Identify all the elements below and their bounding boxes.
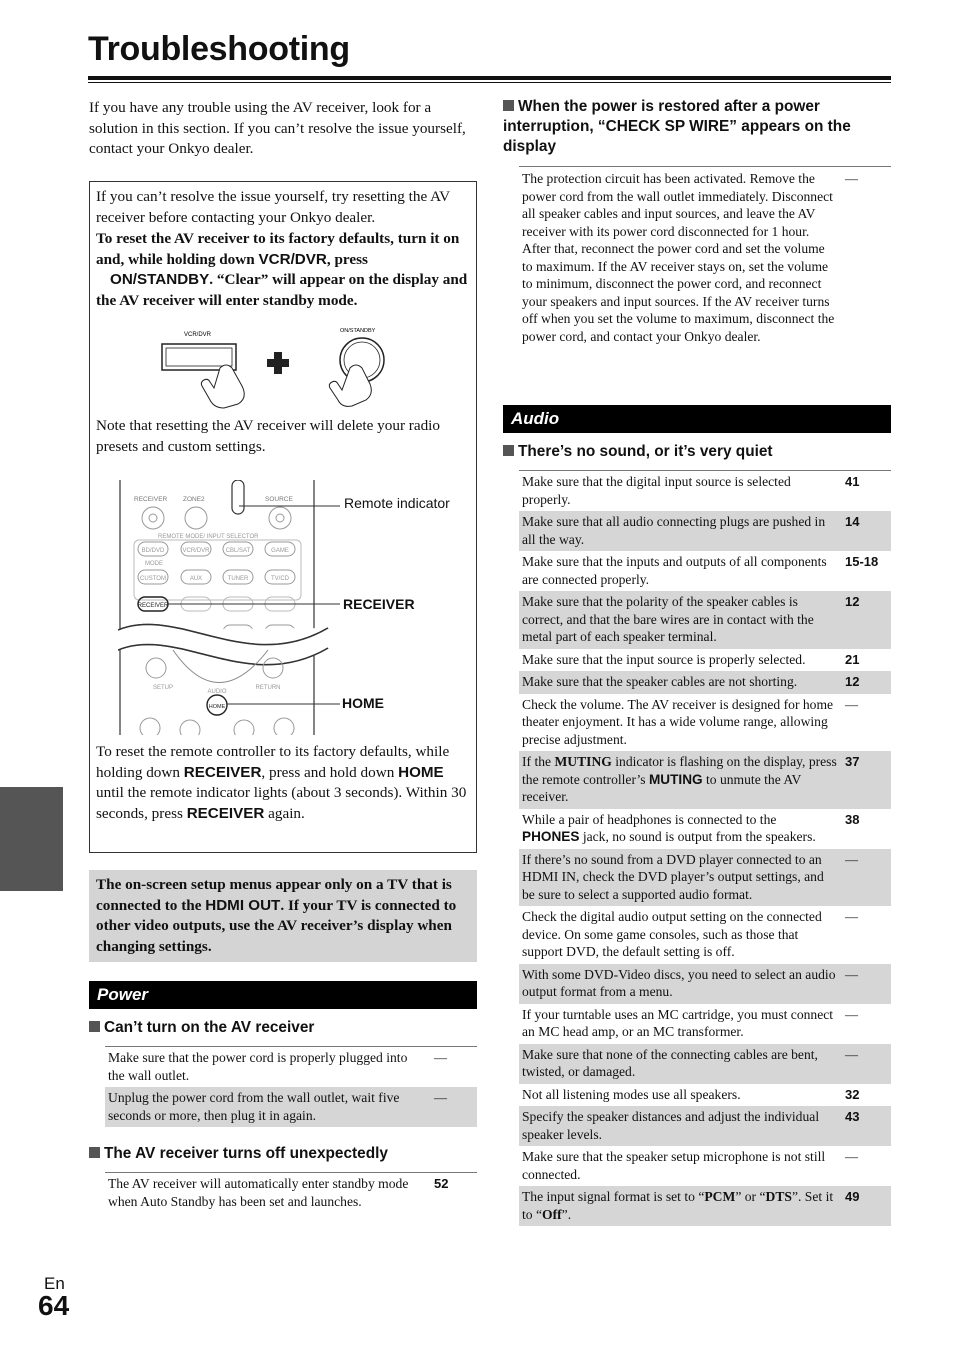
page-ref: — — [434, 1050, 447, 1065]
on-standby-key: ON/STANDBY — [110, 271, 210, 288]
intro-text: If you have any trouble using the AV receiver, look for a solution in this section. If you can’t resolve the issue yourself, contact your Onkyo dealer. — [89, 99, 466, 157]
remote-indicator-label: Remote indicator — [344, 495, 450, 511]
table-row — [519, 906, 891, 964]
remote-aux: AUX — [189, 576, 203, 582]
row-text: Specify the speaker distances and adjust the individual speaker levels. — [519, 1106, 837, 1146]
remote-zone2-text: ZONE2 — [183, 496, 205, 503]
row-text: Make sure that the polarity of the speaker cables is correct, and that the bare wires are in contact with the metal part of each speaker terminal. — [519, 591, 837, 649]
reset-paragraph-1: If you can’t resolve the issue yourself, try resetting the AV receiver before contacting your Onkyo dealer. — [96, 188, 450, 226]
row-text: If your turntable uses an MC cartridge, you must connect an MC head amp, or an MC transformer. — [522, 1006, 834, 1039]
remote-source-text: SOURCE — [265, 496, 293, 503]
table-row — [519, 167, 891, 348]
row-text: Unplug the power cord from the wall outlet, wait five seconds or more, then plug it in again. — [105, 1087, 426, 1127]
remote-mode: MODE — [145, 561, 163, 567]
table-row — [519, 694, 891, 752]
page-ref: — — [845, 171, 858, 186]
row-text: Make sure that none of the connecting cables are bent, twisted, or damaged. — [519, 1044, 837, 1084]
table-row — [519, 551, 891, 591]
table-row — [519, 511, 891, 551]
power-restore-heading: When the power is restored after a power interruption, “CHECK SP WIRE” appears on the display — [503, 98, 851, 155]
page-ref: 41 — [845, 474, 860, 489]
remote-cbl-sat: CBL/SAT — [225, 548, 251, 554]
page-ref: 21 — [845, 651, 860, 667]
hdmi-note-text: The on-screen setup menus appear only on a TV that is connected to the HDMI OUT. If your TV is connected to other video outputs, use the AV receiver’s display when changing settings. — [96, 876, 457, 955]
remote-custom: CUSTOM — [140, 576, 166, 582]
page-ref: — — [837, 849, 891, 907]
row-text: The AV receiver will automatically enter standby mode when Auto Standby has been set and launches. — [108, 1176, 409, 1209]
remote-receiver-button-text: RECEIVER — [137, 603, 169, 609]
remote-vcr-dvr: VCR/DVR — [182, 548, 210, 554]
reset-paragraph-2: To reset the AV receiver to its factory defaults, turn it on and, while holding down VCR/DVR, press ON/STANDBY. “Clear” will appear on the display and the AV receiver will enter standby mode. — [96, 230, 468, 309]
language-label: En — [44, 1274, 65, 1293]
remote-return: RETURN — [255, 685, 281, 691]
power-restore-table — [519, 166, 891, 348]
remote-receiver-text: RECEIVER — [134, 496, 168, 503]
table-row — [519, 1106, 891, 1146]
remote-home-button-text: HOME — [208, 704, 226, 710]
home-label: HOME — [342, 695, 384, 711]
table-row — [519, 1146, 891, 1186]
page-ref: 12 — [837, 671, 891, 694]
row-text: Make sure that the speaker setup microphone is not still connected. — [522, 1149, 826, 1182]
table-row — [519, 964, 891, 1004]
page-ref: 43 — [837, 1106, 891, 1146]
table-row — [519, 591, 891, 649]
page-ref: 38 — [845, 811, 860, 827]
chapter-side-tab — [0, 787, 63, 891]
row-text: Check the digital audio output setting on the connected device. On some game consoles, such as those that support DVD, the default setting is off. — [522, 909, 822, 959]
on-standby-figure-label: ON/STANDBY — [340, 328, 376, 334]
table-row — [519, 471, 891, 511]
vcr-dvr-figure-label: VCR/DVR — [184, 332, 212, 338]
row-text: While a pair of headphones is connected to the PHONES jack, no sound is output from the speakers. — [522, 811, 816, 844]
audio-sub-heading: There’s no sound, or it’s very quiet — [503, 442, 891, 462]
power-section-heading: Power — [89, 981, 477, 1009]
table-row — [105, 1173, 477, 1213]
page-ref: 12 — [837, 591, 891, 649]
page-ref: 14 — [837, 511, 891, 551]
table-row — [105, 1087, 477, 1127]
row-text: Make sure that the power cord is properly plugged into the wall outlet. — [108, 1050, 408, 1083]
remote-bd-dvd: BD/DVD — [141, 548, 165, 554]
page-title: Troubleshooting — [88, 30, 350, 68]
row-text: If the MUTING indicator is flashing on the display, press the remote controller’s MUTING to unmute the AV receiver. — [519, 751, 837, 809]
remote-reset-paragraph: To reset the remote controller to its factory defaults, while holding down RECEIVER, press and hold down HOME until the remote indicator lights (about 3 seconds). Within 30 seconds, press RECEIVER again. — [96, 743, 467, 822]
table-row — [519, 1084, 891, 1107]
page-ref: — — [845, 1006, 858, 1022]
remote-tuner: TUNER — [227, 576, 249, 582]
row-text: Make sure that the input source is properly selected. — [522, 651, 806, 667]
page-ref: — — [837, 1044, 891, 1084]
page-ref: 37 — [837, 751, 891, 809]
row-text: If there’s no sound from a DVD player connected to an HDMI IN, check the DVD player’s output settings, and be sure to select a supported audio format. — [519, 849, 837, 907]
table-row — [105, 1047, 477, 1087]
page-ref: — — [426, 1087, 477, 1127]
row-text: Make sure that the speaker cables are not shorting. — [519, 671, 837, 694]
table-row — [519, 1186, 891, 1226]
page-number: 64 — [38, 1290, 70, 1321]
power-restore-text: The protection circuit has been activated. Remove the power cord from the wall outlet immediately. Disconnect all speaker cables and input sources, and leave the AV receiver with its power cord disconnected for 1 hour. After that, reconnect the power cord and set the volume to maximum. If the AV receiver stays on, set the volume to minimum, disconnect the power cord, and reconnect your speakers and input sources. If the AV receiver turns off when you set the volume to maximum, disconnect the power cord, and contact your Onkyo dealer. — [522, 171, 835, 344]
reset-note: Note that resetting the AV receiver will delete your radio presets and custom settings. — [96, 417, 441, 455]
table-row — [519, 751, 891, 809]
table-row — [519, 809, 891, 849]
row-text: Make sure that the digital input source is selected properly. — [522, 474, 791, 507]
title-rule — [88, 76, 891, 80]
remote-mode-selector-text: REMOTE MODE/ INPUT SELECTOR — [158, 534, 259, 540]
page-ref: 52 — [434, 1176, 449, 1191]
row-text: Make sure that all audio connecting plugs are pushed in all the way. — [519, 511, 837, 551]
remote-tv-cd: TV/CD — [271, 576, 289, 582]
power-sub1-heading: Can’t turn on the AV receiver — [89, 1018, 477, 1038]
audio-section-heading: Audio — [503, 405, 891, 433]
remote-setup: SETUP — [152, 685, 174, 691]
remote-audio: AUDIO — [207, 689, 227, 695]
receiver-label: RECEIVER — [343, 596, 415, 612]
row-text: The input signal format is set to “PCM” or “DTS”. Set it to “Off”. — [519, 1186, 837, 1226]
table-row — [519, 1044, 891, 1084]
page-ref: — — [837, 964, 891, 1004]
row-text: Make sure that the inputs and outputs of all components are connected properly. — [522, 554, 827, 587]
vcr-dvr-key: VCR/DVR — [258, 250, 327, 268]
reset-button-figure — [150, 324, 390, 410]
row-text: Check the volume. The AV receiver is designed for home theater enjoyment. It has a wide volume range, allowing precise adjustment. — [522, 696, 834, 747]
power-table-1 — [105, 1046, 477, 1127]
table-row — [519, 1004, 891, 1044]
row-text: Not all listening modes use all speakers. — [522, 1086, 741, 1102]
power-sub2-heading: The AV receiver turns off unexpectedly — [89, 1144, 477, 1164]
page-ref: 32 — [845, 1086, 860, 1102]
page-ref: — — [845, 909, 858, 924]
page-ref: — — [845, 1149, 858, 1164]
table-row — [519, 671, 891, 694]
remote-game: GAME — [271, 548, 289, 554]
title-rule-thin — [88, 82, 891, 83]
power-table-2 — [105, 1172, 477, 1213]
page-ref: — — [845, 696, 858, 712]
audio-table — [519, 470, 891, 1226]
page-ref: 15-18 — [845, 554, 879, 569]
table-row — [519, 849, 891, 907]
table-row — [519, 649, 891, 672]
row-text: With some DVD-Video discs, you need to select an audio output format from a menu. — [519, 964, 837, 1004]
page-ref: 49 — [837, 1186, 891, 1226]
